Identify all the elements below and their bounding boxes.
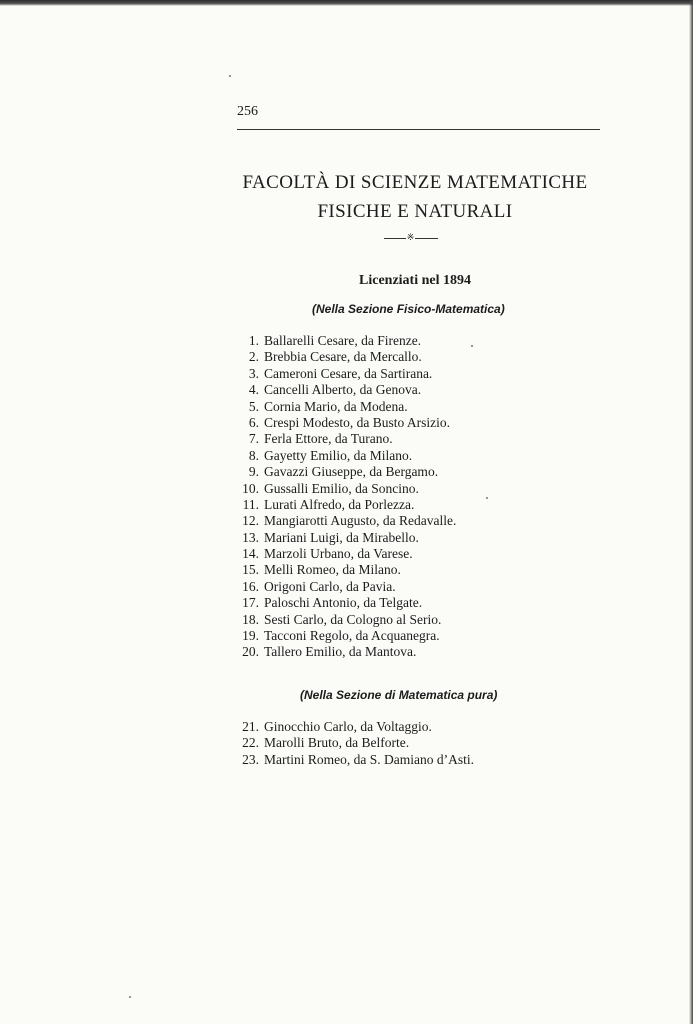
scan-speck xyxy=(129,996,131,998)
section-heading-fisico-matematica: (Nella Sezione Fisico-Matematica) xyxy=(312,302,505,316)
item-text: Paloschi Antonio, da Telgate. xyxy=(264,595,423,611)
list-item xyxy=(229,333,456,349)
scan-speck xyxy=(229,75,231,77)
list-item xyxy=(229,415,456,431)
item-number: 10. xyxy=(242,480,259,496)
page-top-edge xyxy=(0,0,693,6)
graduates-list-1 xyxy=(229,333,456,661)
item-text: Cameroni Cesare, da Sartirana. xyxy=(264,365,433,381)
page-right-edge xyxy=(689,0,693,1024)
list-item xyxy=(229,579,456,595)
header-rule xyxy=(237,129,600,130)
list-item xyxy=(229,735,474,751)
item-number: 6. xyxy=(248,414,259,430)
item-text: Mariani Luigi, da Mirabello. xyxy=(264,529,419,545)
item-number: 4. xyxy=(248,382,259,398)
item-number: 18. xyxy=(242,611,259,627)
list-item xyxy=(229,644,456,660)
item-text: Martini Romeo, da S. Damiano d’Asti. xyxy=(264,751,474,767)
item-number: 2. xyxy=(248,349,259,365)
item-text: Brebbia Cesare, da Mercallo. xyxy=(264,349,422,365)
list-item xyxy=(229,366,456,382)
list-item xyxy=(229,562,456,578)
item-number: 15. xyxy=(242,562,259,578)
title-line-2: FISICHE E NATURALI xyxy=(317,201,513,222)
item-text: Tallero Emilio, da Mantova. xyxy=(264,644,417,660)
list-item xyxy=(229,628,456,644)
item-text: Marolli Bruto, da Belforte. xyxy=(264,735,410,751)
item-number: 8. xyxy=(248,447,259,463)
item-number: 11. xyxy=(242,496,259,512)
item-number: 12. xyxy=(242,513,259,529)
item-text: Lurati Alfredo, da Porlezza. xyxy=(264,496,415,512)
list-item xyxy=(229,399,456,415)
item-number: 3. xyxy=(248,365,259,381)
item-number: 22. xyxy=(242,735,259,751)
item-number: 5. xyxy=(248,398,259,414)
item-text: Mangiarotti Augusto, da Redavalle. xyxy=(264,513,457,529)
graduates-list-2 xyxy=(229,719,474,768)
list-item xyxy=(229,382,456,398)
item-text: Ginocchio Carlo, da Voltaggio. xyxy=(264,719,432,734)
item-number: 19. xyxy=(242,628,259,644)
list-item xyxy=(229,513,456,529)
item-text: Melli Romeo, da Milano. xyxy=(264,562,401,578)
item-text: Origoni Carlo, da Pavia. xyxy=(264,578,396,594)
item-number: 13. xyxy=(242,529,259,545)
list-item xyxy=(229,349,456,365)
scan-speck xyxy=(486,497,488,499)
item-number: 20. xyxy=(242,644,259,660)
item-text: Cancelli Alberto, da Genova. xyxy=(264,382,422,398)
page-number: 256 xyxy=(237,104,258,119)
list-item xyxy=(229,448,456,464)
list-item xyxy=(229,481,456,497)
item-text: Sesti Carlo, da Cologno al Serio. xyxy=(264,611,442,627)
list-item xyxy=(229,595,456,611)
list-item xyxy=(229,546,456,562)
item-number: 17. xyxy=(242,595,259,611)
item-text: Cornia Mario, da Modena. xyxy=(264,398,408,414)
item-number: 14. xyxy=(242,546,259,562)
subtitle: Licenziati nel 1894 xyxy=(359,273,471,288)
item-number: 7. xyxy=(248,431,259,447)
scan-speck xyxy=(471,345,473,347)
list-item xyxy=(229,497,456,513)
list-item xyxy=(229,752,474,768)
item-text: Tacconi Regolo, da Acquanegra. xyxy=(264,628,440,644)
item-number: 1. xyxy=(248,333,259,348)
title-line-1: FACOLTÀ DI SCIENZE MATEMATICHE xyxy=(242,172,588,193)
list-item xyxy=(229,530,456,546)
list-item xyxy=(229,719,474,735)
item-text: Marzoli Urbano, da Varese. xyxy=(264,546,413,562)
item-number: 9. xyxy=(248,464,259,480)
item-text: Gussalli Emilio, da Soncino. xyxy=(264,480,419,496)
list-item xyxy=(229,431,456,447)
list-item xyxy=(229,612,456,628)
item-text: Ferla Ettore, da Turano. xyxy=(264,431,393,447)
item-number: 16. xyxy=(242,578,259,594)
ornament-divider xyxy=(384,233,438,243)
item-text: Gayetty Emilio, da Milano. xyxy=(264,447,413,463)
section-heading-matematica-pura: (Nella Sezione di Matematica pura) xyxy=(300,688,498,702)
item-number: 21. xyxy=(242,719,259,734)
list-item xyxy=(229,464,456,480)
item-text: Ballarelli Cesare, da Firenze. xyxy=(264,333,422,348)
item-text: Gavazzi Giuseppe, da Bergamo. xyxy=(264,464,439,480)
ornament-icon: ※ xyxy=(406,233,415,243)
item-text: Crespi Modesto, da Busto Arsizio. xyxy=(264,414,450,430)
item-number: 23. xyxy=(242,751,259,767)
